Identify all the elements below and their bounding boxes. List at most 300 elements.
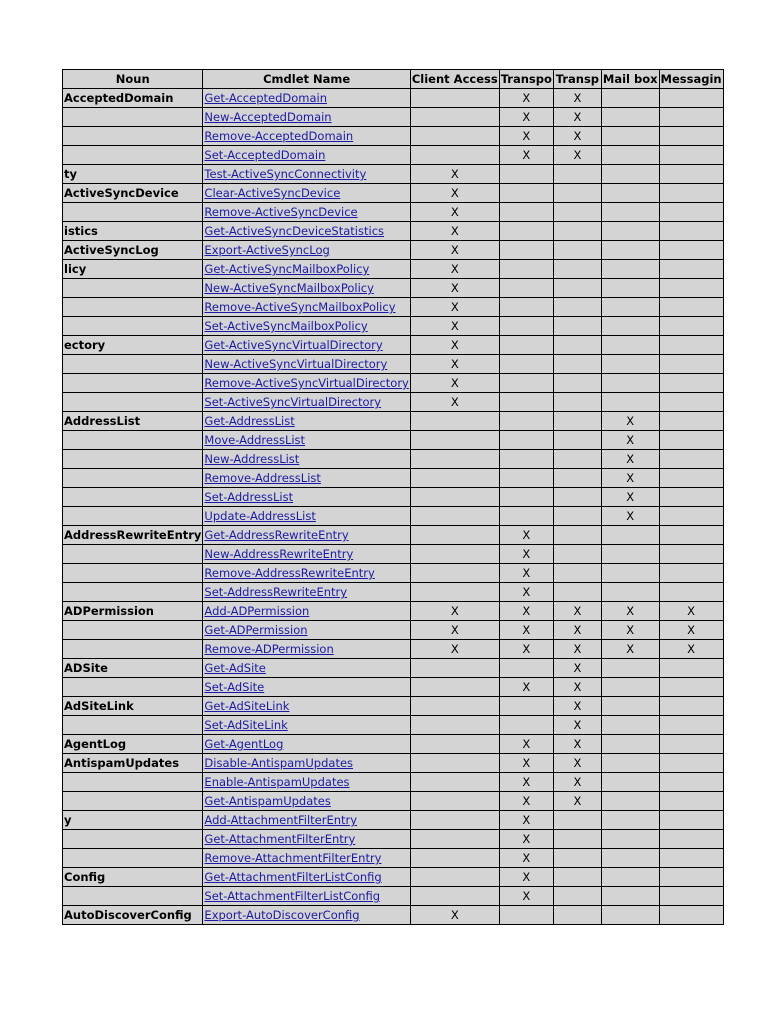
noun-cell <box>63 621 203 640</box>
role-mark-cell <box>659 507 723 526</box>
role-mark-cell <box>601 146 659 165</box>
role-mark-cell <box>553 507 601 526</box>
role-mark-cell: X <box>499 602 553 621</box>
role-mark-cell <box>499 697 553 716</box>
table-row <box>63 127 724 146</box>
cmdlet-cell <box>203 127 410 146</box>
role-mark-cell: X <box>553 697 601 716</box>
role-mark-cell <box>659 868 723 887</box>
role-mark-cell: X <box>410 184 499 203</box>
role-mark-cell <box>553 393 601 412</box>
cmdlet-link[interactable]: Get-AgentLog <box>204 737 284 751</box>
noun-cell <box>63 773 203 792</box>
role-mark-cell <box>659 146 723 165</box>
cmdlet-link[interactable]: Get-AddressRewriteEntry <box>204 528 349 542</box>
cmdlet-link[interactable]: Disable-AntispamUpdates <box>204 756 354 770</box>
cmdlet-link[interactable]: Get-ADPermission <box>204 623 308 637</box>
cmdlet-cell <box>203 697 410 716</box>
role-mark-cell <box>553 165 601 184</box>
cmdlet-link[interactable]: New-AddressList <box>204 452 300 466</box>
role-mark-cell <box>601 526 659 545</box>
role-mark-cell: X <box>553 678 601 697</box>
table-row <box>63 716 724 735</box>
role-mark-cell <box>659 754 723 773</box>
cmdlet-cell <box>203 602 410 621</box>
role-mark-cell <box>499 222 553 241</box>
noun-cell <box>63 488 203 507</box>
noun-cell <box>63 393 203 412</box>
role-mark-cell <box>553 583 601 602</box>
noun-cell <box>63 355 203 374</box>
noun-cell <box>63 792 203 811</box>
table-row <box>63 678 724 697</box>
role-mark-cell <box>601 811 659 830</box>
cmdlet-link[interactable]: Remove-ActiveSyncVirtualDirectory <box>204 376 409 390</box>
cmdlet-link[interactable]: Get-AcceptedDomain <box>204 91 328 105</box>
role-mark-cell <box>659 735 723 754</box>
role-mark-cell <box>601 545 659 564</box>
role-mark-cell: X <box>410 317 499 336</box>
table-row <box>63 431 724 450</box>
table-row <box>63 89 724 108</box>
noun-cell <box>63 431 203 450</box>
noun-cell: ectory <box>63 336 203 355</box>
cmdlet-cell <box>203 868 410 887</box>
cmdlet-link[interactable]: New-ActiveSyncMailboxPolicy <box>204 281 374 295</box>
cmdlet-cell <box>203 146 410 165</box>
role-mark-cell <box>659 450 723 469</box>
table-row <box>63 317 724 336</box>
role-mark-cell: X <box>601 488 659 507</box>
role-mark-cell <box>659 355 723 374</box>
table-row <box>63 830 724 849</box>
role-mark-cell <box>410 887 499 906</box>
role-mark-cell: X <box>553 716 601 735</box>
role-mark-cell <box>659 697 723 716</box>
cmdlet-link[interactable]: Test-ActiveSyncConnectivity <box>204 167 367 181</box>
cmdlet-link[interactable]: New-AcceptedDomain <box>204 110 332 124</box>
cmdlet-cell <box>203 564 410 583</box>
role-mark-cell <box>659 108 723 127</box>
cmdlet-link[interactable]: Add-ADPermission <box>204 604 310 618</box>
table-row <box>63 165 724 184</box>
table-row <box>63 773 724 792</box>
role-mark-cell <box>553 203 601 222</box>
role-mark-cell <box>553 279 601 298</box>
cmdlet-cell <box>203 773 410 792</box>
role-mark-cell: X <box>499 811 553 830</box>
role-mark-cell <box>410 773 499 792</box>
role-mark-cell <box>601 298 659 317</box>
table-row <box>63 241 724 260</box>
header-mailbox: Mail box <box>601 70 659 89</box>
table-row <box>63 526 724 545</box>
cmdlet-link[interactable]: Get-AdSiteLink <box>204 699 290 713</box>
role-mark-cell <box>499 184 553 203</box>
cmdlet-cell <box>203 108 410 127</box>
role-mark-cell <box>410 108 499 127</box>
cmdlet-link[interactable]: Export-ActiveSyncLog <box>204 243 330 257</box>
noun-cell <box>63 830 203 849</box>
noun-cell <box>63 716 203 735</box>
role-mark-cell <box>499 431 553 450</box>
role-mark-cell <box>410 545 499 564</box>
role-mark-cell <box>553 431 601 450</box>
role-mark-cell: X <box>601 602 659 621</box>
role-mark-cell <box>659 393 723 412</box>
role-mark-cell <box>601 279 659 298</box>
table-row <box>63 640 724 659</box>
table-row <box>63 887 724 906</box>
role-mark-cell <box>601 868 659 887</box>
role-mark-cell <box>553 355 601 374</box>
role-mark-cell <box>553 317 601 336</box>
cmdlet-link[interactable]: Set-ActiveSyncVirtualDirectory <box>204 395 382 409</box>
table-row <box>63 146 724 165</box>
cmdlet-cell <box>203 621 410 640</box>
table-row <box>63 469 724 488</box>
role-mark-cell <box>601 849 659 868</box>
cmdlet-cell <box>203 89 410 108</box>
cmdlet-link[interactable]: Get-AntispamUpdates <box>204 794 331 808</box>
noun-cell: AntispamUpdates <box>63 754 203 773</box>
table-row <box>63 754 724 773</box>
table-row <box>63 336 724 355</box>
cmdlet-cell <box>203 583 410 602</box>
cmdlet-cell <box>203 184 410 203</box>
role-mark-cell <box>499 450 553 469</box>
role-mark-cell <box>659 564 723 583</box>
cmdlet-link[interactable]: Remove-AcceptedDomain <box>204 129 354 143</box>
cmdlet-link[interactable]: Set-AdSiteLink <box>204 718 288 732</box>
table-row <box>63 906 724 925</box>
cmdlet-link[interactable]: Export-AutoDiscoverConfig <box>204 908 360 922</box>
cmdlet-cell <box>203 222 410 241</box>
noun-cell <box>63 564 203 583</box>
role-mark-cell <box>601 184 659 203</box>
role-mark-cell <box>553 241 601 260</box>
cmdlet-link[interactable]: New-ActiveSyncVirtualDirectory <box>204 357 388 371</box>
cmdlet-link[interactable]: Remove-AttachmentFilterEntry <box>204 851 382 865</box>
role-mark-cell <box>659 412 723 431</box>
role-mark-cell: X <box>499 678 553 697</box>
table-row <box>63 222 724 241</box>
noun-cell: AgentLog <box>63 735 203 754</box>
cmdlet-link[interactable]: Enable-AntispamUpdates <box>204 775 350 789</box>
role-mark-cell <box>499 906 553 925</box>
cmdlet-cell <box>203 355 410 374</box>
table-row <box>63 507 724 526</box>
role-mark-cell: X <box>499 640 553 659</box>
role-mark-cell <box>553 545 601 564</box>
role-mark-cell <box>410 127 499 146</box>
role-mark-cell: X <box>553 146 601 165</box>
role-mark-cell <box>659 887 723 906</box>
role-mark-cell <box>601 887 659 906</box>
role-mark-cell <box>553 526 601 545</box>
role-mark-cell <box>659 773 723 792</box>
table-row <box>63 355 724 374</box>
cmdlet-cell <box>203 526 410 545</box>
header-noun: Noun <box>63 70 203 89</box>
role-mark-cell <box>659 165 723 184</box>
role-mark-cell: X <box>601 450 659 469</box>
header-client-access: Client Access <box>410 70 499 89</box>
role-mark-cell <box>601 735 659 754</box>
role-mark-cell <box>659 317 723 336</box>
role-mark-cell <box>410 469 499 488</box>
cmdlet-link[interactable]: Remove-AddressRewriteEntry <box>204 566 375 580</box>
role-mark-cell: X <box>601 412 659 431</box>
role-mark-cell <box>601 716 659 735</box>
role-mark-cell <box>499 165 553 184</box>
role-mark-cell <box>553 336 601 355</box>
role-mark-cell <box>499 659 553 678</box>
role-mark-cell <box>410 146 499 165</box>
noun-cell: istics <box>63 222 203 241</box>
role-mark-cell: X <box>499 792 553 811</box>
role-mark-cell <box>659 374 723 393</box>
role-mark-cell: X <box>410 203 499 222</box>
table-row <box>63 849 724 868</box>
role-mark-cell <box>499 716 553 735</box>
cmdlet-link[interactable]: New-AddressRewriteEntry <box>204 547 354 561</box>
cmdlet-cell <box>203 393 410 412</box>
noun-cell <box>63 279 203 298</box>
cmdlet-link[interactable]: Set-AttachmentFilterListConfig <box>204 889 381 903</box>
role-mark-cell <box>410 507 499 526</box>
cmdlet-link[interactable]: Get-ActiveSyncDeviceStatistics <box>204 224 385 238</box>
role-mark-cell <box>410 735 499 754</box>
table-row <box>63 735 724 754</box>
table-row <box>63 583 724 602</box>
noun-cell <box>63 469 203 488</box>
role-mark-cell <box>499 488 553 507</box>
role-mark-cell <box>659 241 723 260</box>
role-mark-cell <box>410 792 499 811</box>
cmdlet-link[interactable]: Get-AttachmentFilterEntry <box>204 832 356 846</box>
role-mark-cell <box>553 849 601 868</box>
role-mark-cell <box>601 697 659 716</box>
role-mark-cell <box>553 564 601 583</box>
role-mark-cell: X <box>410 298 499 317</box>
table-row <box>63 108 724 127</box>
cmdlet-link[interactable]: Get-ActiveSyncMailboxPolicy <box>204 262 370 276</box>
role-mark-cell <box>601 678 659 697</box>
cmdlet-cell <box>203 488 410 507</box>
cmdlet-link[interactable]: Remove-ADPermission <box>204 642 334 656</box>
role-mark-cell <box>410 868 499 887</box>
noun-cell <box>63 507 203 526</box>
role-mark-cell <box>659 583 723 602</box>
role-mark-cell: X <box>499 754 553 773</box>
role-mark-cell: X <box>499 849 553 868</box>
cmdlet-link[interactable]: Set-AddressRewriteEntry <box>204 585 348 599</box>
cmdlet-link[interactable]: Remove-ActiveSyncDevice <box>204 205 358 219</box>
role-mark-cell: X <box>601 431 659 450</box>
role-mark-cell <box>601 906 659 925</box>
role-mark-cell <box>601 583 659 602</box>
cmdlet-link[interactable]: Get-AdSite <box>204 661 266 675</box>
noun-cell: ADPermission <box>63 602 203 621</box>
role-mark-cell <box>553 469 601 488</box>
role-mark-cell <box>601 564 659 583</box>
role-mark-cell <box>601 165 659 184</box>
role-mark-cell <box>601 659 659 678</box>
role-mark-cell <box>410 716 499 735</box>
role-mark-cell: X <box>553 602 601 621</box>
cmdlet-cell <box>203 165 410 184</box>
role-mark-cell <box>499 393 553 412</box>
noun-cell: Config <box>63 868 203 887</box>
role-mark-cell <box>659 184 723 203</box>
role-mark-cell <box>553 260 601 279</box>
role-mark-cell <box>601 754 659 773</box>
role-mark-cell: X <box>659 640 723 659</box>
role-mark-cell <box>601 355 659 374</box>
cmdlet-link[interactable]: Get-AttachmentFilterListConfig <box>204 870 382 884</box>
role-mark-cell: X <box>499 146 553 165</box>
table-row <box>63 792 724 811</box>
cmdlet-cell <box>203 469 410 488</box>
role-mark-cell <box>410 830 499 849</box>
cmdlet-link[interactable]: Remove-ActiveSyncMailboxPolicy <box>204 300 396 314</box>
role-mark-cell <box>659 792 723 811</box>
role-mark-cell: X <box>410 393 499 412</box>
cmdlet-cell <box>203 887 410 906</box>
cmdlet-link[interactable]: Set-AcceptedDomain <box>204 148 326 162</box>
role-mark-cell: X <box>499 545 553 564</box>
cmdlet-link[interactable]: Clear-ActiveSyncDevice <box>204 186 341 200</box>
cmdlet-link[interactable]: Remove-AddressList <box>204 471 321 485</box>
role-mark-cell <box>659 659 723 678</box>
noun-cell <box>63 545 203 564</box>
header-row <box>63 70 724 89</box>
role-mark-cell <box>410 412 499 431</box>
role-mark-cell: X <box>553 640 601 659</box>
role-mark-cell: X <box>410 602 499 621</box>
cmdlet-link[interactable]: Set-AdSite <box>204 680 265 694</box>
cmdlet-cell <box>203 412 410 431</box>
role-mark-cell <box>601 89 659 108</box>
cmdlet-cell <box>203 317 410 336</box>
noun-cell <box>63 640 203 659</box>
table-row <box>63 488 724 507</box>
cmdlet-cell <box>203 830 410 849</box>
role-mark-cell <box>410 659 499 678</box>
role-mark-cell: X <box>601 507 659 526</box>
role-mark-cell <box>659 811 723 830</box>
cmdlet-cell <box>203 735 410 754</box>
role-mark-cell <box>410 450 499 469</box>
role-mark-cell <box>659 260 723 279</box>
cmdlet-link[interactable]: Add-AttachmentFilterEntry <box>204 813 358 827</box>
cmdlet-cell <box>203 260 410 279</box>
noun-cell <box>63 127 203 146</box>
cmdlet-cell <box>203 792 410 811</box>
noun-cell: AddressRewriteEntry <box>63 526 203 545</box>
role-mark-cell <box>659 849 723 868</box>
role-mark-cell <box>659 431 723 450</box>
table-row <box>63 621 724 640</box>
role-mark-cell <box>659 716 723 735</box>
role-mark-cell: X <box>410 374 499 393</box>
noun-cell: ActiveSyncDevice <box>63 184 203 203</box>
role-mark-cell: X <box>499 127 553 146</box>
role-mark-cell <box>659 678 723 697</box>
cmdlet-link[interactable]: Get-ActiveSyncVirtualDirectory <box>204 338 383 352</box>
table-row <box>63 450 724 469</box>
role-mark-cell <box>659 222 723 241</box>
noun-cell: licy <box>63 260 203 279</box>
role-mark-cell <box>553 374 601 393</box>
role-mark-cell <box>410 431 499 450</box>
role-mark-cell: X <box>410 640 499 659</box>
noun-cell <box>63 203 203 222</box>
cmdlet-cell <box>203 545 410 564</box>
role-mark-cell: X <box>499 526 553 545</box>
table-row <box>63 545 724 564</box>
role-mark-cell: X <box>410 621 499 640</box>
cmdlet-cell <box>203 450 410 469</box>
role-mark-cell: X <box>410 165 499 184</box>
role-mark-cell <box>499 241 553 260</box>
role-mark-cell <box>499 203 553 222</box>
role-mark-cell <box>410 526 499 545</box>
noun-cell <box>63 317 203 336</box>
role-mark-cell <box>553 222 601 241</box>
role-mark-cell: X <box>553 773 601 792</box>
cmdlet-cell <box>203 298 410 317</box>
role-mark-cell <box>553 811 601 830</box>
cmdlet-link[interactable]: Update-AddressList <box>204 509 316 523</box>
role-mark-cell <box>499 279 553 298</box>
role-mark-cell <box>601 317 659 336</box>
noun-cell: AutoDiscoverConfig <box>63 906 203 925</box>
cmdlet-cell <box>203 640 410 659</box>
noun-cell: AdSiteLink <box>63 697 203 716</box>
table-row <box>63 184 724 203</box>
role-mark-cell: X <box>553 89 601 108</box>
role-mark-cell <box>601 203 659 222</box>
role-mark-cell <box>553 868 601 887</box>
cmdlet-cell <box>203 279 410 298</box>
role-mark-cell: X <box>410 222 499 241</box>
cmdlet-cell <box>203 336 410 355</box>
cmdlet-cell <box>203 374 410 393</box>
role-mark-cell <box>601 792 659 811</box>
role-mark-cell <box>659 203 723 222</box>
cmdlet-link[interactable]: Set-AddressList <box>204 490 294 504</box>
role-mark-cell <box>601 241 659 260</box>
cmdlet-cell <box>203 659 410 678</box>
role-mark-cell <box>601 773 659 792</box>
table-row <box>63 868 724 887</box>
role-mark-cell: X <box>410 355 499 374</box>
role-mark-cell: X <box>553 621 601 640</box>
role-mark-cell <box>553 412 601 431</box>
role-mark-cell <box>410 811 499 830</box>
table-row <box>63 602 724 621</box>
role-mark-cell <box>553 298 601 317</box>
table-row <box>63 298 724 317</box>
role-mark-cell <box>410 678 499 697</box>
cmdlet-link[interactable]: Move-AddressList <box>204 433 306 447</box>
header-transport-2: Transp <box>553 70 601 89</box>
role-mark-cell: X <box>601 469 659 488</box>
cmdlet-link[interactable]: Get-AddressList <box>204 414 295 428</box>
cmdlet-link[interactable]: Set-ActiveSyncMailboxPolicy <box>204 319 368 333</box>
